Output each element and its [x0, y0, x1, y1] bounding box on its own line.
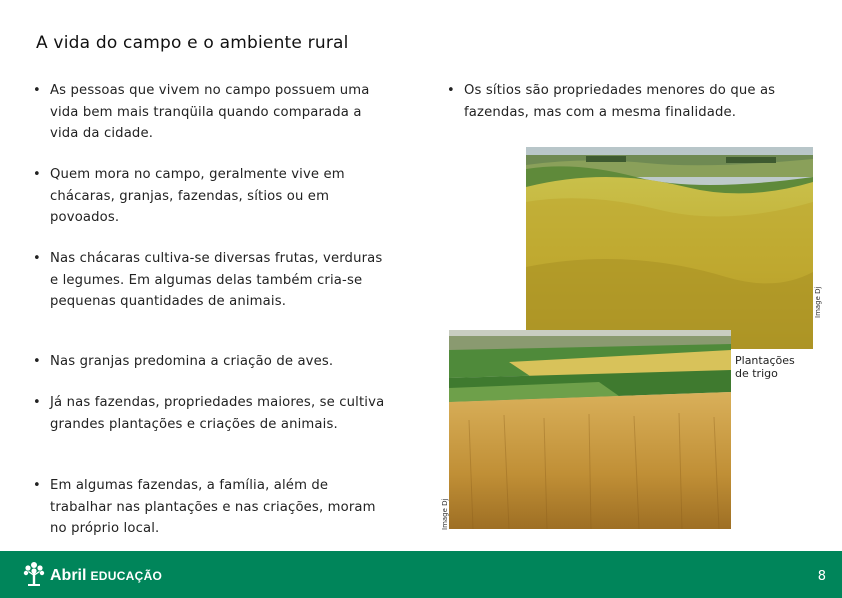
list-item: • Em algumas fazendas, a família, além de trabalhar nas plantações e nas criações, moram no próprio local. — [30, 475, 390, 540]
brand-subtitle: EDUCAÇÃO — [90, 569, 163, 583]
page-number: 8 — [817, 569, 826, 584]
photo-credit: Image Dj — [814, 286, 822, 318]
wheat-hills-photo — [526, 147, 813, 349]
tree-icon — [22, 560, 46, 592]
wheat-fields-photo — [449, 330, 731, 529]
photo-caption: Plantações de trigo — [735, 354, 795, 380]
list-item: • Nas chácaras cultiva-se diversas frutas, verduras e legumes. Em algumas delas também cria-se pequenas quantidades de animais. — [30, 248, 390, 313]
page-title: A vida do campo e o ambiente rural — [36, 33, 349, 53]
footer-bar — [0, 551, 842, 598]
abril-educacao-logo — [22, 561, 162, 591]
list-item: • Quem mora no campo, geralmente vive em chácaras, granjas, fazendas, sítios ou em povoados. — [30, 164, 390, 229]
right-bullet: • Os sítios são propriedades menores do que as fazendas, mas com a mesma finalidade. — [444, 80, 824, 123]
list-item: • Já nas fazendas, propriedades maiores, se cultiva grandes plantações e criações de animais. — [30, 392, 390, 435]
list-item: • Nas granjas predomina a criação de aves. — [30, 351, 333, 373]
brand-name: Abril — [50, 567, 87, 584]
list-item: • As pessoas que vivem no campo possuem uma vida bem mais tranqüila quando comparada a vida da cidade. — [30, 80, 390, 145]
photo-credit: Image Dj — [441, 498, 449, 530]
